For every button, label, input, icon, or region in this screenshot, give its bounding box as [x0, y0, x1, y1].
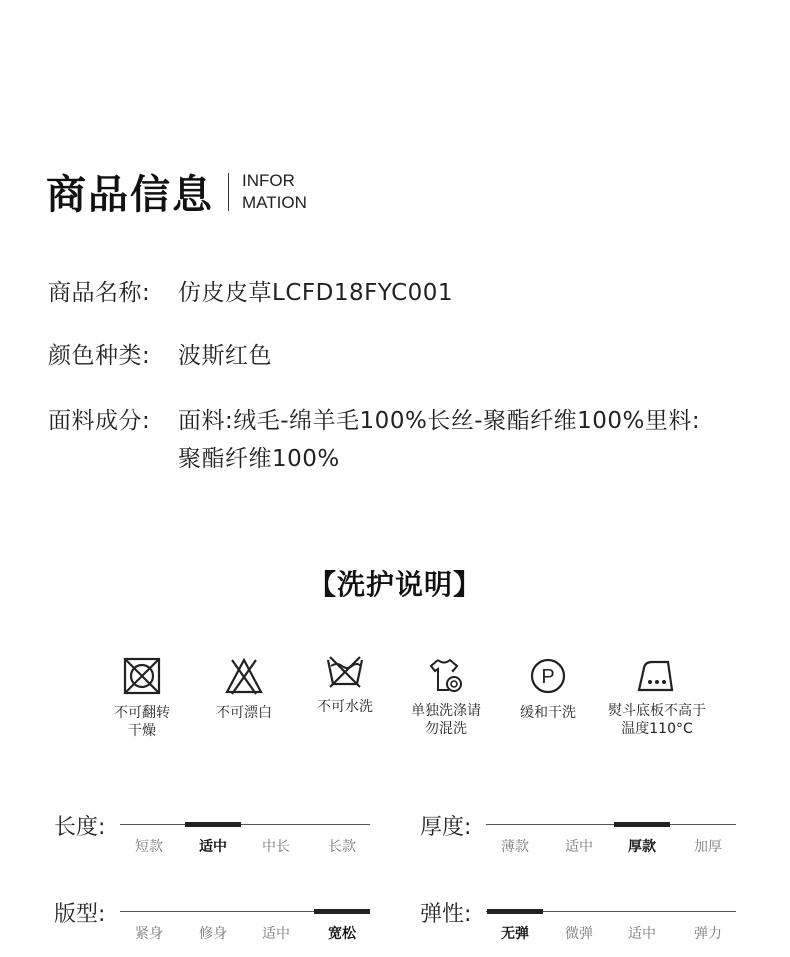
info-row-name — [48, 278, 453, 308]
scale-indicator — [614, 822, 670, 827]
scale-option: 加厚 — [694, 839, 722, 855]
info-value: 仿皮皮草LCFD18FYC001 — [178, 280, 454, 306]
info-label: 面料成分: — [48, 408, 151, 434]
care-title: 【洗护说明】 — [307, 568, 482, 601]
scale-thickness — [420, 810, 750, 870]
no-bleach-icon — [224, 656, 264, 696]
care-label: 单独洗涤请勿混洗 — [411, 703, 481, 737]
scale-option: 适中 — [262, 926, 290, 942]
scale-option: 紧身 — [135, 926, 163, 942]
dry-clean-p-icon — [528, 656, 568, 696]
scale-option: 薄款 — [501, 839, 529, 855]
care-item — [488, 656, 608, 722]
care-label: 缓和干洗 — [520, 705, 576, 721]
scale-label: 版型: — [54, 902, 106, 927]
scale-option: 中长 — [262, 839, 290, 855]
iron-icon — [634, 656, 680, 694]
scale-fit — [54, 897, 384, 957]
care-item — [597, 656, 717, 738]
section-header — [46, 163, 307, 220]
scale-indicator — [487, 909, 543, 914]
scale-option: 弹力 — [694, 926, 722, 942]
wash-separately-icon — [426, 656, 466, 694]
scale-option: 短款 — [135, 839, 163, 855]
section-title: 商品信息 — [46, 172, 214, 218]
svg-text:P: P — [541, 666, 555, 688]
scale-option: 长款 — [328, 839, 356, 855]
subtitle-line-2: MATION — [242, 192, 307, 212]
scale-option: 适中 — [628, 926, 656, 942]
care-label: 不可翻转干燥 — [114, 705, 170, 739]
no-wash-icon — [325, 654, 365, 690]
info-row-color — [48, 341, 272, 371]
scale-track — [486, 824, 736, 825]
scale-length — [54, 810, 384, 870]
info-label: 商品名称: — [48, 280, 151, 306]
info-value: 波斯红色 — [178, 343, 272, 369]
section-subtitle — [242, 170, 307, 214]
scale-option: 适中 — [565, 839, 593, 855]
scale-option: 修身 — [199, 926, 227, 942]
scale-label: 弹性: — [420, 902, 472, 927]
scale-indicator — [185, 822, 241, 827]
info-label: 颜色种类: — [48, 343, 151, 369]
scale-option-selected: 适中 — [199, 839, 227, 855]
scale-track — [120, 824, 370, 825]
care-label: 熨斗底板不高于温度110°C — [608, 703, 706, 737]
scale-option-selected: 无弹 — [501, 926, 529, 942]
title-divider — [228, 173, 229, 211]
care-label: 不可水洗 — [317, 699, 373, 715]
info-row-material — [48, 402, 723, 478]
scale-option-selected: 宽松 — [328, 926, 356, 942]
subtitle-line-1: INFOR — [242, 170, 295, 190]
scale-label: 长度: — [54, 815, 106, 840]
no-tumble-dry-icon — [122, 656, 162, 696]
scale-label: 厚度: — [420, 815, 472, 840]
info-value: 面料:绒毛-绵羊毛100%长丝-聚酯纤维100%里料:聚酯纤维100% — [178, 408, 701, 472]
scale-elasticity — [420, 897, 750, 957]
care-label: 不可漂白 — [216, 705, 272, 721]
scale-option: 微弹 — [565, 926, 593, 942]
scale-option-selected: 厚款 — [628, 839, 656, 855]
scale-indicator — [314, 909, 370, 914]
